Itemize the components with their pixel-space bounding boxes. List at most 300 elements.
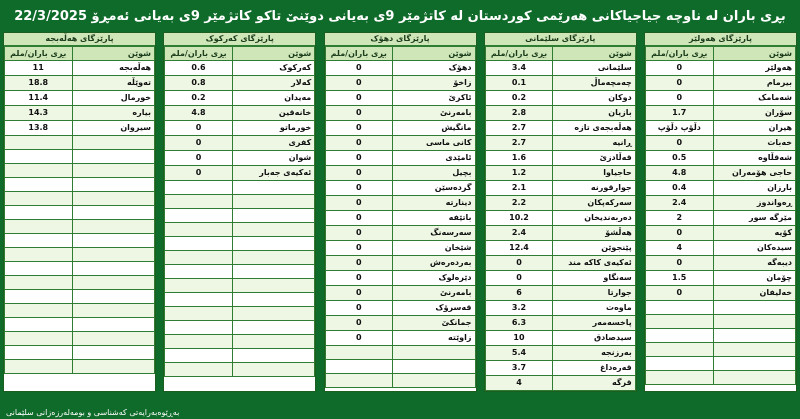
- rainfall-value-cell: 0.1: [485, 76, 553, 91]
- rainfall-value-cell: 4.8: [165, 106, 233, 121]
- table-row: [646, 166, 796, 181]
- rainfall-value-cell: [165, 237, 233, 251]
- table-row: [646, 357, 796, 371]
- rainfall-value-cell: [5, 304, 73, 318]
- location-name-cell: زاخۆ: [393, 76, 476, 91]
- location-name-cell: قەرەداغ: [553, 361, 636, 376]
- rainfall-table: [645, 46, 796, 385]
- table-row: [5, 304, 155, 318]
- table-row: [5, 262, 155, 276]
- rainfall-value-cell: 11.4: [5, 91, 73, 106]
- table-row: [165, 321, 315, 335]
- rainfall-value-cell: 4: [485, 376, 553, 391]
- rainfall-value-cell: [5, 178, 73, 192]
- rainfall-value-cell: 0.2: [485, 91, 553, 106]
- location-name-cell: مەیدان: [232, 91, 315, 106]
- location-name-cell: خانەقین: [232, 106, 315, 121]
- rainfall-value-cell: [646, 301, 714, 315]
- table-row: [165, 265, 315, 279]
- province-title: پارێزگای هەڵەبجە: [4, 33, 155, 46]
- rainfall-value-cell: [646, 371, 714, 385]
- table-row: [165, 209, 315, 223]
- table-row: [325, 76, 475, 91]
- location-name-cell: بارزان: [713, 181, 796, 196]
- rainfall-value-cell: 1.6: [485, 151, 553, 166]
- province-title: پارێزگای کەرکوک: [164, 33, 315, 46]
- location-name-cell: بامەرنێ: [393, 286, 476, 301]
- rainfall-value-cell: 6: [485, 286, 553, 301]
- rainfall-value-cell: [165, 181, 233, 195]
- location-name-cell: قەسرۆک: [393, 301, 476, 316]
- rainfall-value-cell: 0: [325, 61, 393, 76]
- table-row: [325, 226, 475, 241]
- rainfall-value-cell: [5, 192, 73, 206]
- rainfall-value-cell: 0: [325, 241, 393, 256]
- rainfall-value-cell: 0: [485, 256, 553, 271]
- rainfall-value-cell: 2.4: [646, 196, 714, 211]
- table-row: [485, 166, 635, 181]
- table-row: [646, 315, 796, 329]
- rainfall-value-cell: 0: [165, 151, 233, 166]
- table-row: [485, 226, 635, 241]
- table-row: [325, 286, 475, 301]
- table-row: [485, 76, 635, 91]
- rainfall-value-cell: [5, 136, 73, 150]
- rainfall-value-cell: [5, 164, 73, 178]
- rainfall-value-cell: 0: [325, 256, 393, 271]
- table-header-row: [485, 47, 635, 61]
- table-row: [165, 223, 315, 237]
- table-row: [165, 91, 315, 106]
- column-header-rainfall: بڕی باران/ملم: [325, 47, 393, 61]
- location-name-cell: سەرکەپکان: [553, 196, 636, 211]
- location-name-cell: [713, 371, 796, 385]
- location-name-cell: خەلیفان: [713, 286, 796, 301]
- rainfall-value-cell: 0: [646, 286, 714, 301]
- location-name-cell: خەبات: [713, 136, 796, 151]
- table-row: [165, 166, 315, 181]
- location-name-cell: [713, 301, 796, 315]
- table-row: [646, 61, 796, 76]
- table-row: [646, 76, 796, 91]
- location-name-cell: قەڵادزێ: [553, 151, 636, 166]
- location-name-cell: دیبەگە: [713, 256, 796, 271]
- rainfall-value-cell: [165, 349, 233, 363]
- rainfall-value-cell: 3.2: [485, 301, 553, 316]
- footer-credit: بەڕێوەبەرایەتی کەشناسی و بومەلەرزەزانی سلێمانی: [6, 408, 180, 417]
- location-name-cell: قرگە: [553, 376, 636, 391]
- rainfall-value-cell: 10: [485, 331, 553, 346]
- location-name-cell: [72, 248, 155, 262]
- rainfall-value-cell: 0: [325, 196, 393, 211]
- location-name-cell: بەردەرەش: [393, 256, 476, 271]
- location-name-cell: جوارتا: [553, 286, 636, 301]
- location-name-cell: [232, 279, 315, 293]
- table-row: [646, 136, 796, 151]
- table-row: [325, 166, 475, 181]
- report-title: بڕی باران لە ناوچە جیاجیاکانی هەرێمی کوردستان لە کاتژمێر 9ی بەیانی دوێنێ تاکو کاتژمێر 9ی بەیانی ئەمڕۆ 22/3/2025: [14, 9, 786, 24]
- location-name-cell: شەقڵاوە: [713, 151, 796, 166]
- table-row: [325, 360, 475, 374]
- rainfall-value-cell: 1.2: [485, 166, 553, 181]
- rainfall-value-cell: 0.6: [165, 61, 233, 76]
- rainfall-value-cell: [325, 360, 393, 374]
- location-name-cell: [393, 346, 476, 360]
- rainfall-value-cell: [165, 321, 233, 335]
- rainfall-value-cell: 2.7: [485, 136, 553, 151]
- location-name-cell: هەڵەبجەی تازە: [553, 121, 636, 136]
- location-name-cell: زاوێتە: [393, 331, 476, 346]
- column-header-location: شوێن: [393, 47, 476, 61]
- table-row: [5, 192, 155, 206]
- table-row: [485, 256, 635, 271]
- table-row: [646, 91, 796, 106]
- location-name-cell: ماوەت: [553, 301, 636, 316]
- table-row: [165, 121, 315, 136]
- rainfall-value-cell: 0.2: [165, 91, 233, 106]
- table-row: [485, 61, 635, 76]
- location-name-cell: ئاکرێ: [393, 91, 476, 106]
- table-row: [325, 256, 475, 271]
- location-name-cell: سلێمانی: [553, 61, 636, 76]
- rainfall-value-cell: [165, 223, 233, 237]
- rainfall-value-cell: [646, 329, 714, 343]
- rainfall-value-cell: 0: [646, 226, 714, 241]
- location-name-cell: دینارتە: [393, 196, 476, 211]
- column-header-location: شوێن: [232, 47, 315, 61]
- column-header-location: شوێن: [553, 47, 636, 61]
- location-name-cell: [713, 315, 796, 329]
- table-row: [165, 237, 315, 251]
- table-row: [5, 150, 155, 164]
- location-name-cell: [72, 304, 155, 318]
- rainfall-value-cell: [5, 220, 73, 234]
- location-name-cell: شێخان: [393, 241, 476, 256]
- table-row: [325, 106, 475, 121]
- location-name-cell: [232, 349, 315, 363]
- column-header-location: شوێن: [72, 47, 155, 61]
- location-name-cell: ئەکیەی جەبار: [232, 166, 315, 181]
- table-row: [646, 286, 796, 301]
- rainfall-value-cell: 0: [325, 76, 393, 91]
- rainfall-value-cell: [5, 150, 73, 164]
- location-name-cell: بامەرنێ: [393, 106, 476, 121]
- table-row: [5, 248, 155, 262]
- location-name-cell: [393, 374, 476, 388]
- rainfall-value-cell: 12.4: [485, 241, 553, 256]
- location-name-cell: کانی ماسی: [393, 136, 476, 151]
- rainfall-value-cell: 0: [646, 61, 714, 76]
- table-row: [485, 301, 635, 316]
- table-row: [325, 301, 475, 316]
- table-row: [325, 151, 475, 166]
- column-header-location: شوێن: [713, 47, 796, 61]
- table-row: [485, 241, 635, 256]
- table-row: [165, 251, 315, 265]
- table-row: [646, 343, 796, 357]
- table-row: [165, 76, 315, 91]
- rainfall-value-cell: 0: [325, 271, 393, 286]
- location-name-cell: بازیان: [553, 106, 636, 121]
- province-title: پارێزگای سلێمانی: [485, 33, 636, 46]
- location-name-cell: [232, 237, 315, 251]
- table-row: [165, 335, 315, 349]
- rainfall-value-cell: [5, 332, 73, 346]
- rainfall-table: [164, 46, 315, 377]
- table-row: [485, 316, 635, 331]
- location-name-cell: خورمال: [72, 91, 155, 106]
- location-name-cell: [72, 164, 155, 178]
- location-name-cell: هیران: [713, 121, 796, 136]
- table-row: [646, 226, 796, 241]
- rainfall-table: [325, 46, 476, 388]
- column-header-rainfall: بڕی باران/ملم: [646, 47, 714, 61]
- table-row: [646, 211, 796, 226]
- location-name-cell: کۆیە: [713, 226, 796, 241]
- rainfall-value-cell: 2.1: [485, 181, 553, 196]
- table-row: [5, 360, 155, 374]
- table-row: [485, 361, 635, 376]
- table-row: [325, 346, 475, 360]
- province-title: پارێزگای هەولێر: [645, 33, 796, 46]
- location-name-cell: [72, 234, 155, 248]
- rainfall-value-cell: 5.4: [485, 346, 553, 361]
- rainfall-value-cell: [165, 307, 233, 321]
- location-name-cell: [72, 290, 155, 304]
- location-name-cell: [232, 363, 315, 377]
- location-name-cell: دەربەندیخان: [553, 211, 636, 226]
- location-name-cell: [72, 276, 155, 290]
- location-name-cell: سیروان: [72, 121, 155, 136]
- rainfall-value-cell: [165, 335, 233, 349]
- table-row: [485, 331, 635, 346]
- location-name-cell: [72, 206, 155, 220]
- table-row: [485, 286, 635, 301]
- rainfall-value-cell: [5, 234, 73, 248]
- table-row: [165, 349, 315, 363]
- table-row: [325, 61, 475, 76]
- rainfall-value-cell: 2.4: [485, 226, 553, 241]
- location-name-cell: بچیل: [393, 166, 476, 181]
- rainfall-value-cell: 0: [165, 121, 233, 136]
- rainfall-value-cell: 18.8: [5, 76, 73, 91]
- location-name-cell: [72, 318, 155, 332]
- location-name-cell: [232, 181, 315, 195]
- rainfall-value-cell: 14.3: [5, 106, 73, 121]
- table-row: [165, 195, 315, 209]
- panels-container: [3, 32, 797, 392]
- location-name-cell: [232, 293, 315, 307]
- location-name-cell: شوان: [232, 151, 315, 166]
- location-name-cell: [232, 251, 315, 265]
- location-name-cell: جوارقورنە: [553, 181, 636, 196]
- table-row: [5, 206, 155, 220]
- table-row: [325, 271, 475, 286]
- table-row: [646, 181, 796, 196]
- location-name-cell: چەمچەماڵ: [553, 76, 636, 91]
- table-row: [646, 329, 796, 343]
- province-panel: [484, 32, 637, 392]
- location-name-cell: هەڵشۆ: [553, 226, 636, 241]
- table-row: [5, 276, 155, 290]
- location-name-cell: مێرگە سور: [713, 211, 796, 226]
- table-row: [485, 181, 635, 196]
- location-name-cell: چۆمان: [713, 271, 796, 286]
- location-name-cell: سەنگاو: [553, 271, 636, 286]
- location-name-cell: بیارە: [72, 106, 155, 121]
- location-name-cell: [72, 178, 155, 192]
- rainfall-value-cell: [646, 315, 714, 329]
- table-row: [5, 136, 155, 150]
- location-name-cell: [232, 195, 315, 209]
- rainfall-value-cell: 0: [485, 271, 553, 286]
- location-name-cell: [232, 307, 315, 321]
- province-panel: [644, 32, 797, 392]
- table-row: [325, 91, 475, 106]
- table-row: [325, 196, 475, 211]
- location-name-cell: کەرکوک: [232, 61, 315, 76]
- column-header-rainfall: بڕی باران/ملم: [165, 47, 233, 61]
- rainfall-value-cell: [5, 276, 73, 290]
- rainfall-value-cell: 0: [325, 166, 393, 181]
- table-row: [325, 121, 475, 136]
- table-row: [5, 164, 155, 178]
- table-row: [485, 346, 635, 361]
- table-row: [485, 211, 635, 226]
- table-row: [5, 220, 155, 234]
- table-row: [5, 178, 155, 192]
- location-name-cell: [72, 360, 155, 374]
- location-name-cell: گردەسێن: [393, 181, 476, 196]
- table-row: [646, 371, 796, 385]
- location-name-cell: بەرزنجە: [553, 346, 636, 361]
- table-row: [165, 307, 315, 321]
- rainfall-value-cell: [5, 262, 73, 276]
- location-name-cell: ئەکیەی کاکە مند: [553, 256, 636, 271]
- table-row: [5, 332, 155, 346]
- table-row: [646, 271, 796, 286]
- location-name-cell: دوکان: [553, 91, 636, 106]
- province-panel: [3, 32, 156, 392]
- location-name-cell: [393, 360, 476, 374]
- rainfall-value-cell: 0: [646, 76, 714, 91]
- rainfall-value-cell: 11: [5, 61, 73, 76]
- table-row: [165, 106, 315, 121]
- location-name-cell: تەوێڵە: [72, 76, 155, 91]
- table-header-row: [5, 47, 155, 61]
- rainfall-value-cell: دڵۆپ دڵۆپ: [646, 121, 714, 136]
- table-row: [485, 196, 635, 211]
- rainfall-value-cell: [5, 346, 73, 360]
- province-panel: [163, 32, 316, 392]
- location-name-cell: پاخسەمەر: [553, 316, 636, 331]
- rainfall-value-cell: 0.5: [646, 151, 714, 166]
- table-row: [5, 346, 155, 360]
- rainfall-value-cell: [5, 290, 73, 304]
- location-name-cell: ئامێدی: [393, 151, 476, 166]
- table-row: [5, 91, 155, 106]
- province-panel: [324, 32, 477, 392]
- table-row: [165, 181, 315, 195]
- rainfall-value-cell: [325, 374, 393, 388]
- table-row: [646, 301, 796, 315]
- table-row: [485, 151, 635, 166]
- location-name-cell: [72, 136, 155, 150]
- rainfall-value-cell: 0: [165, 136, 233, 151]
- location-name-cell: سۆران: [713, 106, 796, 121]
- location-name-cell: ڕانیە: [553, 136, 636, 151]
- table-row: [485, 121, 635, 136]
- table-row: [325, 241, 475, 256]
- rainfall-value-cell: [5, 360, 73, 374]
- location-name-cell: [232, 321, 315, 335]
- location-name-cell: خورماتو: [232, 121, 315, 136]
- table-row: [165, 136, 315, 151]
- table-row: [5, 121, 155, 136]
- table-row: [5, 61, 155, 76]
- rainfall-value-cell: 0: [325, 136, 393, 151]
- rainfall-value-cell: 0: [325, 151, 393, 166]
- table-row: [325, 136, 475, 151]
- rainfall-value-cell: [5, 248, 73, 262]
- table-row: [165, 293, 315, 307]
- table-row: [165, 279, 315, 293]
- location-name-cell: [713, 357, 796, 371]
- table-row: [325, 211, 475, 226]
- rainfall-value-cell: 4: [646, 241, 714, 256]
- table-row: [165, 363, 315, 377]
- rainfall-value-cell: 0: [325, 331, 393, 346]
- rainfall-value-cell: [646, 357, 714, 371]
- rainfall-value-cell: 0: [325, 181, 393, 196]
- location-name-cell: [232, 335, 315, 349]
- location-name-cell: [232, 265, 315, 279]
- rainfall-value-cell: [5, 206, 73, 220]
- location-name-cell: دێرەلوک: [393, 271, 476, 286]
- location-name-cell: باتێفە: [393, 211, 476, 226]
- rainfall-value-cell: [165, 293, 233, 307]
- table-row: [485, 136, 635, 151]
- rainfall-value-cell: 0: [646, 256, 714, 271]
- location-name-cell: کەلار: [232, 76, 315, 91]
- rainfall-value-cell: 0: [325, 286, 393, 301]
- location-name-cell: [232, 209, 315, 223]
- rainfall-value-cell: 0.4: [646, 181, 714, 196]
- table-row: [5, 234, 155, 248]
- location-name-cell: [232, 223, 315, 237]
- location-name-cell: [72, 346, 155, 360]
- rainfall-value-cell: 0: [325, 301, 393, 316]
- location-name-cell: سەرسەنگ: [393, 226, 476, 241]
- location-name-cell: [72, 220, 155, 234]
- rainfall-value-cell: 0: [165, 166, 233, 181]
- table-row: [5, 290, 155, 304]
- rainfall-value-cell: 3.7: [485, 361, 553, 376]
- table-header-row: [325, 47, 475, 61]
- rainfall-value-cell: 0: [646, 91, 714, 106]
- table-row: [646, 196, 796, 211]
- location-name-cell: بیرمام: [713, 76, 796, 91]
- rainfall-value-cell: 0: [325, 106, 393, 121]
- location-name-cell: پێنجوێن: [553, 241, 636, 256]
- rainfall-value-cell: [165, 251, 233, 265]
- location-name-cell: دهۆک: [393, 61, 476, 76]
- rainfall-value-cell: 13.8: [5, 121, 73, 136]
- table-row: [646, 121, 796, 136]
- table-row: [485, 106, 635, 121]
- table-row: [325, 181, 475, 196]
- location-name-cell: حاجیاوا: [553, 166, 636, 181]
